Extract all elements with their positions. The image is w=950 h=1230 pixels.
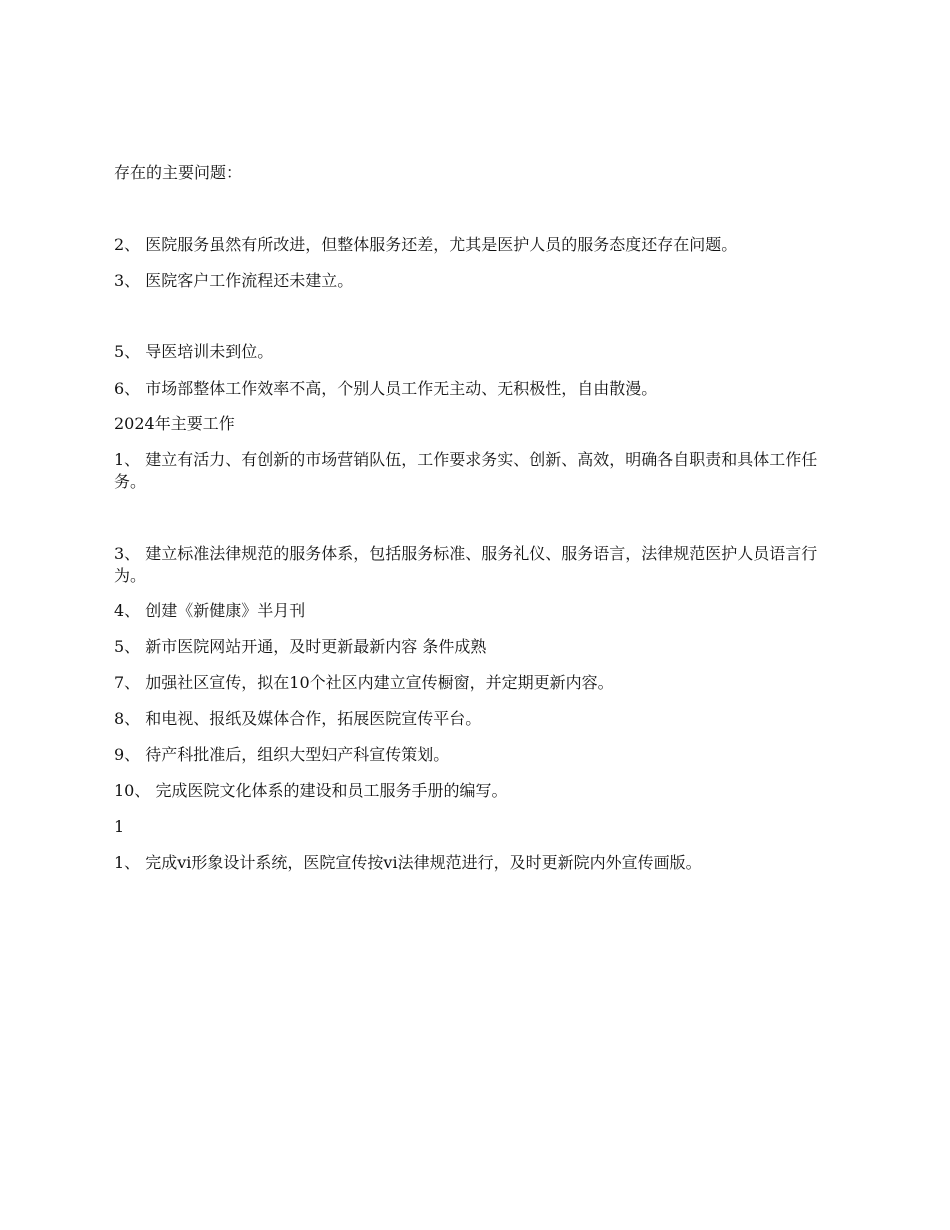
work-item-3: 3、 建立标准法律规范的服务体系，包括服务标准、服务礼仪、服务语言，法律规范医护人员语言行为。: [114, 544, 818, 585]
problem-item-6: 6、 市场部整体工作效率不高，个别人员工作无主动、无积极性，自由散漫。: [114, 379, 658, 398]
problem-item-5: 5、 导医培训未到位。: [114, 342, 274, 361]
problem-item-3: 3、 医院客户工作流程还未建立。: [114, 271, 354, 290]
work-item-10: 10、 完成医院文化体系的建设和员工服务手册的编写。: [114, 781, 508, 800]
heading-main-problems: 存在的主要问题：: [114, 163, 243, 182]
problem-item-2: 2、 医院服务虽然有所改进，但整体服务还差，尤其是医护人员的服务态度还存在问题。: [114, 235, 738, 254]
work-item-8: 8、 和电视、报纸及媒体合作，拓展医院宣传平台。: [114, 709, 482, 728]
work-item-5: 5、 新市医院网站开通，及时更新最新内容 条件成熟: [114, 637, 487, 656]
work-item-9: 9、 待产科批准后，组织大型妇产科宣传策划。: [114, 745, 450, 764]
work-item-7: 7、 加强社区宣传，拟在10个社区内建立宣传橱窗，并定期更新内容。: [114, 673, 614, 692]
vi-design-item: 1、 完成vi形象设计系统，医院宣传按vi法律规范进行，及时更新院内外宣传画版。: [114, 853, 702, 872]
section-number: 1: [114, 817, 125, 836]
work-item-1: 1、 建立有活力、有创新的市场营销队伍，工作要求务实、创新、高效，明确各自职责和具体工作任务。: [114, 450, 818, 491]
heading-main-work: 2024年主要工作: [114, 414, 235, 433]
work-item-4: 4、 创建《新健康》半月刊: [114, 601, 306, 620]
